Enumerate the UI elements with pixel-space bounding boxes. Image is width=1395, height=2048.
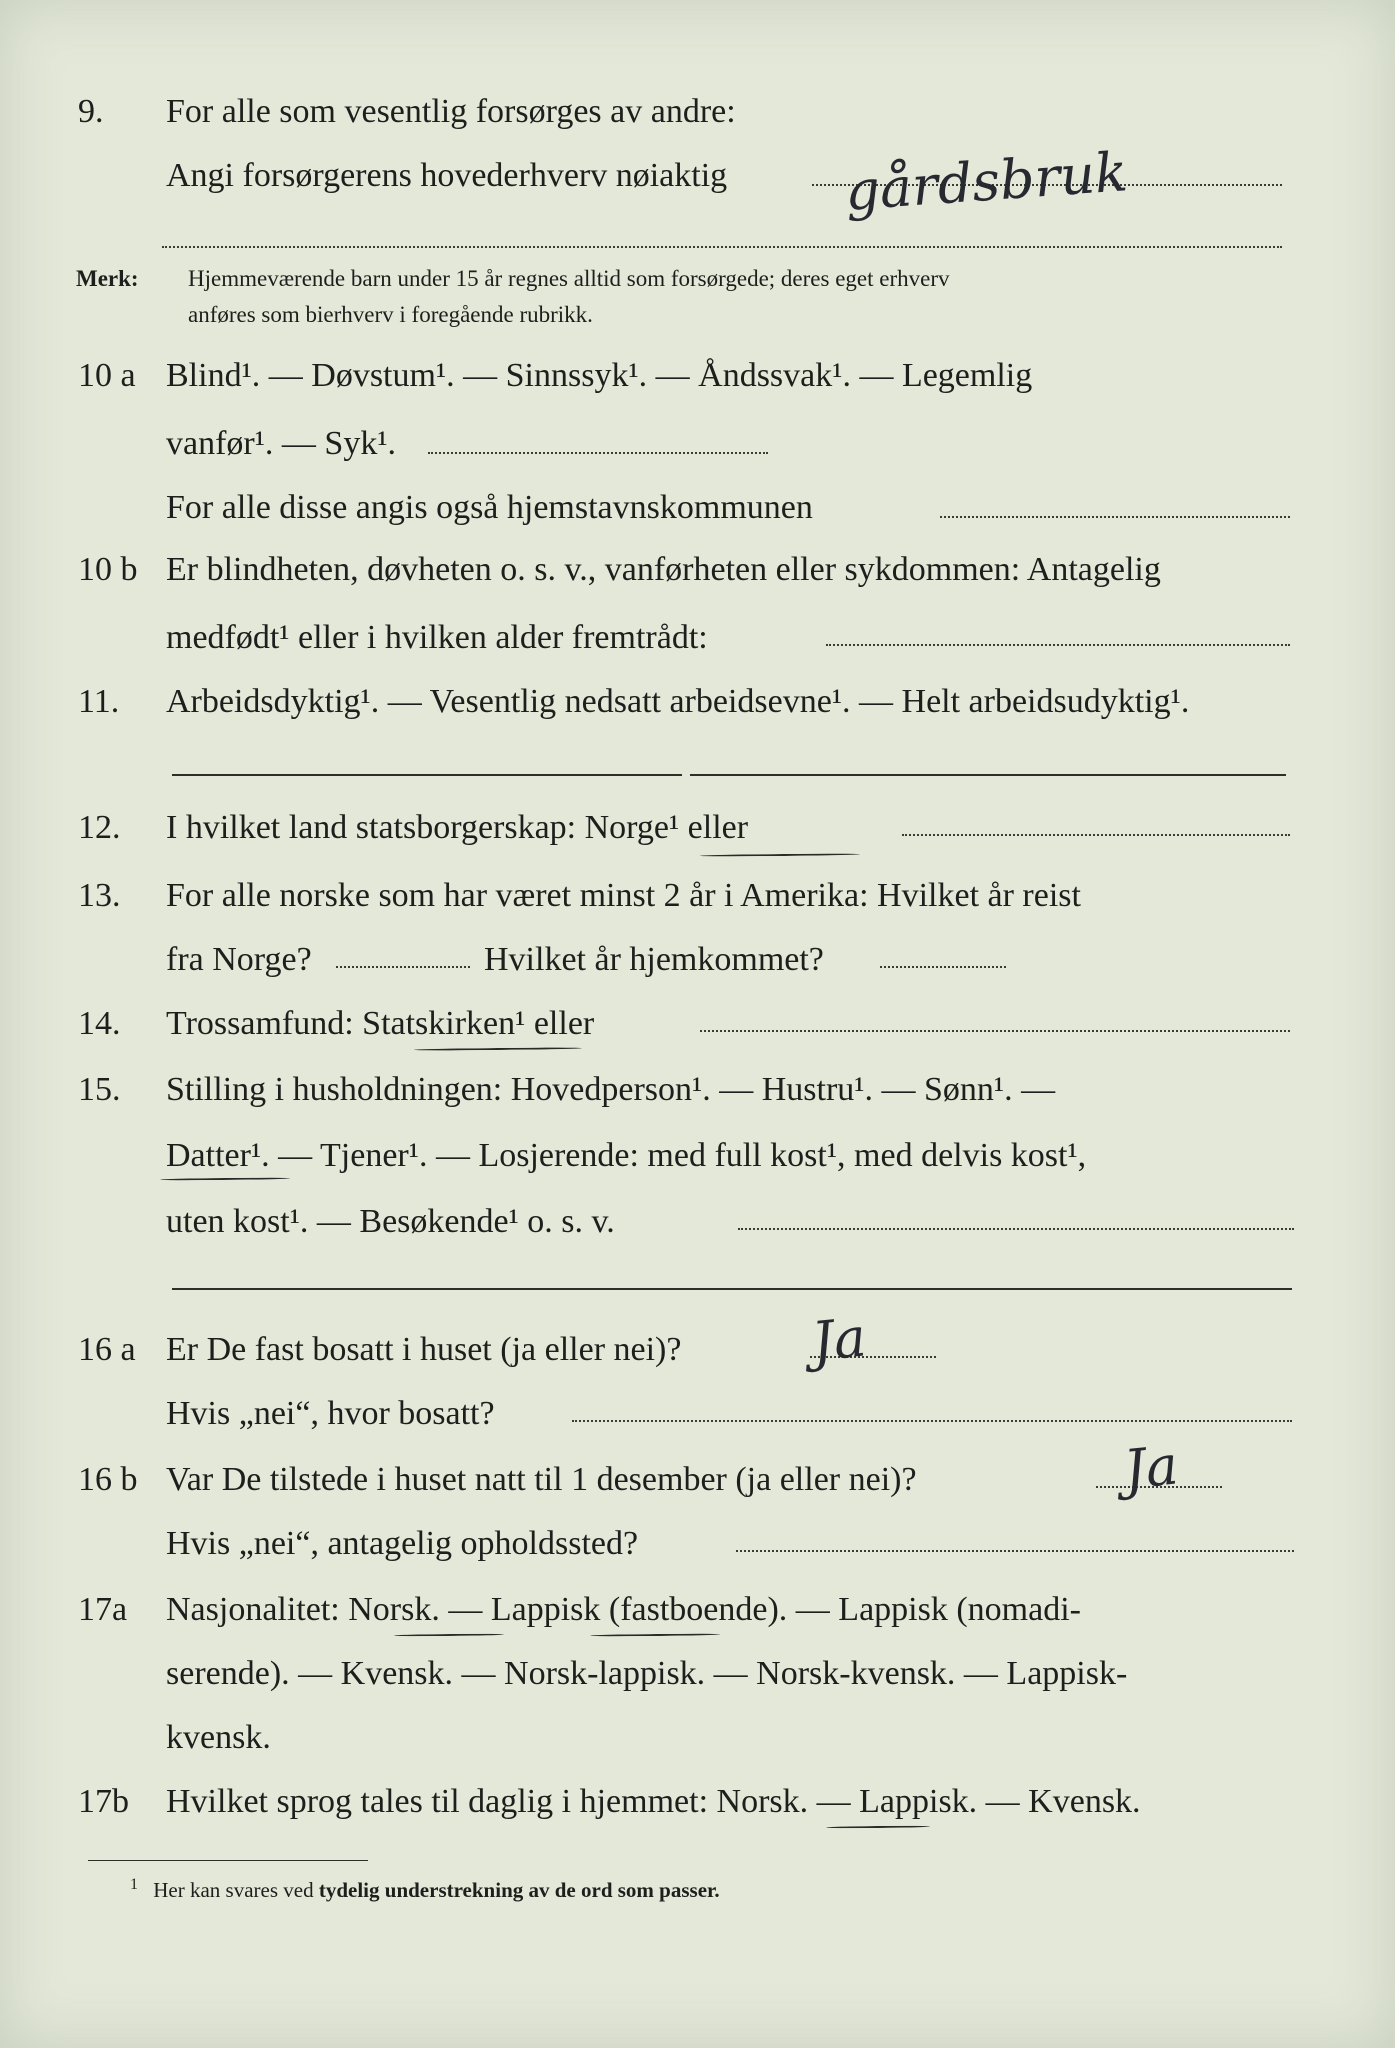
- q10a-options-2: vanfør¹. — Syk¹.: [166, 425, 397, 462]
- q14-number: 14.: [78, 1005, 121, 1042]
- q10b-question-1: Er blindheten, døvheten o. s. v., vanførheten eller sykdommen: Antagelig: [166, 551, 1161, 588]
- q16b-handwritten-answer: Ja: [1120, 1433, 1181, 1502]
- q16a-number: 16 a: [78, 1331, 136, 1368]
- q16a-bosatt-label: Hvis „nei“, hvor bosatt?: [166, 1395, 495, 1432]
- footnote-text-bold: tydelig understrekning av de ord som passer.: [318, 1878, 720, 1902]
- q14-answer-line[interactable]: [700, 1030, 1290, 1032]
- q16b-oppholdssted-line[interactable]: [736, 1550, 1294, 1552]
- footnote-rule: [88, 1860, 368, 1861]
- q16b-question: Var De tilstede i huset natt til 1 desember (ja eller nei)?: [166, 1461, 917, 1498]
- q12-answer-line[interactable]: [902, 834, 1290, 836]
- q17a-options-1: Nasjonalitet: Norsk. — Lappisk (fastboende). — Lappisk (nomadi-: [166, 1591, 1081, 1628]
- q11-number: 11.: [78, 683, 120, 720]
- q11-rule-left: [172, 774, 682, 776]
- q9-number: 9.: [78, 93, 104, 130]
- q16a-handwritten-answer: Ja: [808, 1305, 869, 1374]
- q15-answer-line[interactable]: [738, 1228, 1294, 1230]
- q16b-oppholdssted-label: Hvis „nei“, antagelig opholdssted?: [166, 1525, 639, 1562]
- q10a-options-1: Blind¹. — Døvstum¹. — Sinnssyk¹. — Åndssvak¹. — Legemlig: [166, 357, 1033, 394]
- q10a-hjemstavn: For alle disse angis også hjemstavnskommunen: [166, 489, 813, 526]
- merk-label: Merk:: [76, 266, 139, 291]
- q13-reist-label: fra Norge?: [166, 941, 312, 978]
- q16a-question: Er De fast bosatt i huset (ja eller nei)?: [166, 1331, 682, 1368]
- q17a-norsk-underline: [394, 1633, 504, 1636]
- q15-rule: [172, 1288, 1292, 1290]
- q13-question: For alle norske som har været minst 2 år i Amerika: Hvilket år reist: [166, 877, 1081, 914]
- footnote-text: Her kan svares ved: [153, 1878, 314, 1902]
- footnote-mark: 1: [130, 1876, 138, 1893]
- q15-options-2: Datter¹. — Tjener¹. — Losjerende: med full kost¹, med delvis kost¹,: [166, 1137, 1087, 1174]
- q14-statskirken-underline: [414, 1047, 582, 1051]
- q15-number: 15.: [78, 1071, 121, 1108]
- q9-question-2: Angi forsørgerens hovederhverv nøiaktig: [166, 157, 728, 194]
- q12-norge-underline: [700, 853, 860, 857]
- q10b-question-2: medfødt¹ eller i hvilken alder fremtrådt:: [166, 619, 708, 656]
- q16a-bosatt-line[interactable]: [572, 1420, 1292, 1422]
- q13-hjemkommet-line[interactable]: [880, 966, 1006, 968]
- q11-options: Arbeidsdyktig¹. — Vesentlig nedsatt arbeidsevne¹. — Helt arbeidsudyktig¹.: [166, 683, 1190, 720]
- q13-hjemkommet-label: Hvilket år hjemkommet?: [484, 941, 824, 978]
- q13-number: 13.: [78, 877, 121, 914]
- q17b-number: 17b: [78, 1783, 129, 1820]
- q9-question: For alle som vesentlig forsørges av andre:: [166, 93, 736, 130]
- q17a-lappisk-underline: [590, 1633, 720, 1636]
- q10b-number: 10 b: [78, 551, 138, 588]
- q17a-options-3: kvensk.: [166, 1719, 271, 1756]
- q9-answer-line-2[interactable]: [162, 246, 1282, 248]
- q12-number: 12.: [78, 809, 121, 846]
- q10b-answer-line[interactable]: [826, 644, 1290, 646]
- q16b-number: 16 b: [78, 1461, 138, 1498]
- q10a-number: 10 a: [78, 357, 136, 394]
- q13-reist-line[interactable]: [336, 966, 470, 968]
- q14-question: Trossamfund: Statskirken¹ eller: [166, 1005, 595, 1042]
- q15-options-1: Stilling i husholdningen: Hovedperson¹. — Hustru¹. — Sønn¹. —: [166, 1071, 1056, 1108]
- q17a-options-2: serende). — Kvensk. — Norsk-lappisk. — Norsk-kvensk. — Lappisk-: [166, 1655, 1128, 1692]
- q17b-question: Hvilket sprog tales til daglig i hjemmet: Norsk. — Lappisk. — Kvensk.: [166, 1783, 1141, 1820]
- footnote: [130, 1876, 720, 1903]
- q12-question: I hvilket land statsborgerskap: Norge¹ eller: [166, 809, 749, 846]
- q15-options-3: uten kost¹. — Besøkende¹ o. s. v.: [166, 1203, 615, 1240]
- q17a-number: 17a: [78, 1591, 128, 1628]
- merk-text-2: anføres som bierhverv i foregående rubrikk.: [188, 302, 593, 327]
- q9-handwritten-answer: gårdsbruk: [843, 140, 1130, 223]
- q17b-norsk-underline: [826, 1825, 930, 1828]
- q10a-hjemstavn-line[interactable]: [940, 516, 1290, 518]
- q10a-syk-line[interactable]: [428, 452, 768, 454]
- q15-datter-underline: [160, 1177, 290, 1180]
- merk-text-1: Hjemmeværende barn under 15 år regnes alltid som forsørgede; deres eget erhverv: [188, 266, 950, 291]
- q11-rule-right: [690, 774, 1286, 776]
